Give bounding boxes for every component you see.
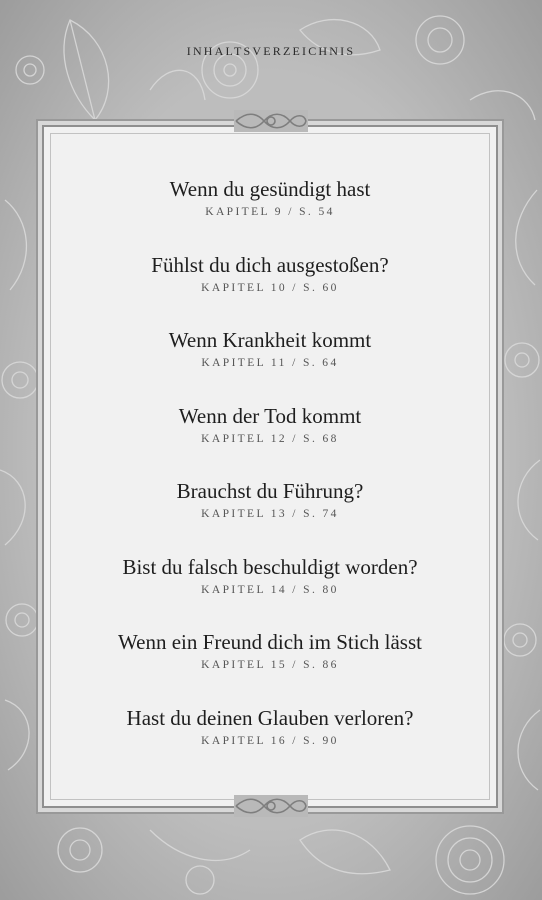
- toc-entry-reference: KAPITEL 14 / S. 80: [201, 583, 339, 596]
- toc-entry-reference: KAPITEL 15 / S. 86: [201, 659, 339, 671]
- toc-entry[interactable]: [42, 403, 498, 479]
- toc-list: [42, 176, 498, 780]
- page-header: INHALTSVERZEICHNIS: [186, 44, 356, 58]
- toc-entry-title: Wenn ein Freund dich im Stich lässt: [118, 630, 422, 654]
- toc-entry[interactable]: [42, 327, 498, 403]
- toc-entry-title: Wenn du gesündigt hast: [169, 177, 371, 201]
- toc-entry-reference: KAPITEL 9 / S. 54: [205, 206, 335, 218]
- toc-entry-title: Wenn Krankheit kommt: [168, 328, 372, 352]
- toc-entry-title: Brauchst du Führung?: [176, 479, 364, 503]
- toc-entry-title: Fühlst du dich ausgestoßen?: [151, 252, 389, 277]
- toc-entry-reference: KAPITEL 10 / S. 60: [201, 281, 339, 294]
- toc-entry[interactable]: [42, 478, 498, 554]
- toc-entry-reference: KAPITEL 12 / S. 68: [201, 432, 339, 445]
- ornamental-knot-top: [234, 110, 308, 132]
- toc-entry[interactable]: [42, 252, 498, 328]
- toc-entry-title: Wenn der Tod kommt: [178, 403, 362, 428]
- toc-entry-title: Hast du deinen Glauben verloren?: [126, 705, 414, 730]
- toc-entry-title: Bist du falsch beschuldigt worden?: [122, 554, 418, 579]
- toc-entry[interactable]: [42, 705, 498, 781]
- ornamental-knot-bottom: [234, 795, 308, 817]
- toc-entry[interactable]: [42, 176, 498, 252]
- toc-entry[interactable]: [42, 554, 498, 630]
- toc-entry-reference: KAPITEL 11 / S. 64: [201, 357, 339, 369]
- toc-entry-reference: KAPITEL 16 / S. 90: [201, 734, 339, 747]
- toc-entry-reference: KAPITEL 13 / S. 74: [201, 508, 339, 520]
- toc-entry[interactable]: [42, 629, 498, 705]
